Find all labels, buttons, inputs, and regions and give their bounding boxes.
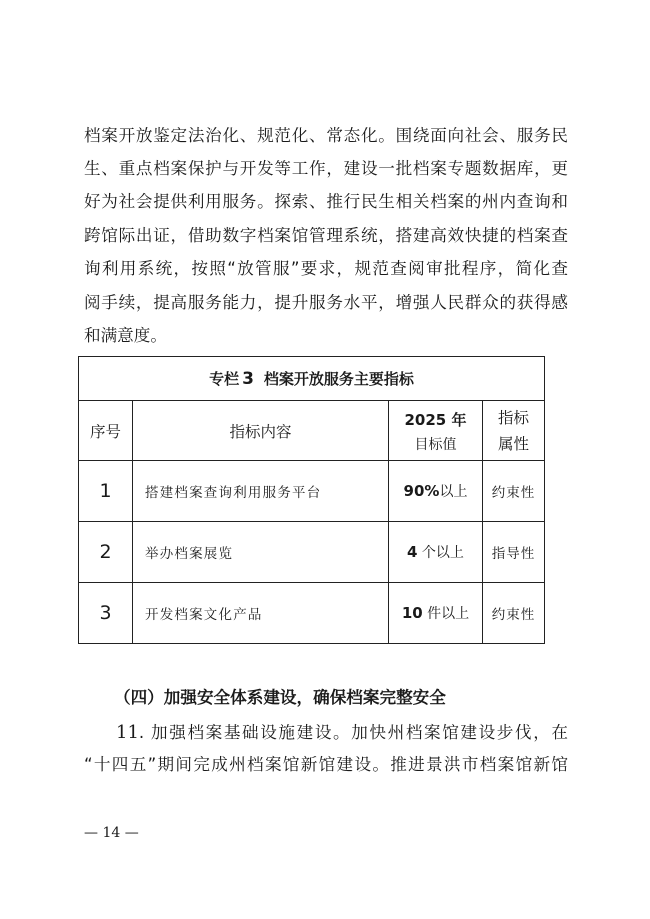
row-index: 1 xyxy=(79,461,133,522)
header-content: 指标内容 xyxy=(133,401,389,461)
item-11-text: . 加强档案基础设施建设。加快州档案馆建设步伐，在 xyxy=(138,723,568,742)
row-target xyxy=(389,583,483,644)
body-text-line: 阅手续，提高服务能力，提升服务水平，增强人民群众的获得感 xyxy=(84,293,568,312)
row-target xyxy=(389,461,483,522)
row-content: 搭建档案查询利用服务平台 xyxy=(133,461,389,522)
caption-title: 档案开放服务主要指标 xyxy=(263,370,414,388)
body-text-line: 询利用系统，按照“放管服”要求，规范查阅审批程序，简化查 xyxy=(84,259,568,278)
section-heading: （四）加强安全体系建设，确保档案完整安全 xyxy=(114,688,446,707)
row-target-unit: 以上 xyxy=(439,484,468,500)
table-row xyxy=(79,522,545,583)
body-text-line: 生、重点档案保护与开发等工作，建设一批档案专题数据库，更 xyxy=(84,159,568,178)
row-index: 3 xyxy=(79,583,133,644)
row-target-unit: 个以上 xyxy=(417,545,464,561)
row-target-number: 4 xyxy=(407,543,418,561)
header-index: 序号 xyxy=(79,401,133,461)
header-attr xyxy=(483,401,545,461)
row-attr: 约束性 xyxy=(483,583,545,644)
body-text-line: 好为社会提供利用服务。探索、推行民生相关档案的州内查询和 xyxy=(84,192,568,211)
body-text-line: 档案开放鉴定法治化、规范化、常态化。围绕面向社会、服务民 xyxy=(84,126,568,145)
row-content: 开发档案文化产品 xyxy=(133,583,389,644)
row-content: 举办档案展览 xyxy=(133,522,389,583)
body-text-line: “十四五”期间完成州档案馆新馆建设。推进景洪市档案馆新馆 xyxy=(84,755,568,774)
page-number: — 14 — xyxy=(84,825,139,841)
caption-prefix: 专栏 xyxy=(209,370,240,388)
body-text-line: 跨馆际出证，借助数字档案馆管理系统，搭建高效快捷的档案查 xyxy=(84,226,568,245)
header-target xyxy=(389,401,483,461)
body-text-line: 和满意度。 xyxy=(84,326,167,345)
table-caption xyxy=(79,357,545,401)
table-row xyxy=(79,461,545,522)
row-target xyxy=(389,522,483,583)
table-header-row xyxy=(79,401,545,461)
indicator-table xyxy=(78,356,545,644)
header-attr-line1: 指标 xyxy=(497,408,529,427)
row-attr: 约束性 xyxy=(483,461,545,522)
row-attr: 指导性 xyxy=(483,522,545,583)
item-number: 11 xyxy=(116,722,139,743)
row-target-number: 90% xyxy=(403,482,440,500)
header-target-year: 2025 年 xyxy=(404,410,467,429)
caption-number: 3 xyxy=(242,369,254,389)
header-attr-line2: 属性 xyxy=(497,434,529,453)
table-row xyxy=(79,583,545,644)
row-index: 2 xyxy=(79,522,133,583)
item-11-line xyxy=(116,724,568,742)
header-target-label: 目标值 xyxy=(414,436,457,453)
row-target-unit: 件以上 xyxy=(422,606,470,622)
row-target-number: 10 xyxy=(401,604,423,622)
